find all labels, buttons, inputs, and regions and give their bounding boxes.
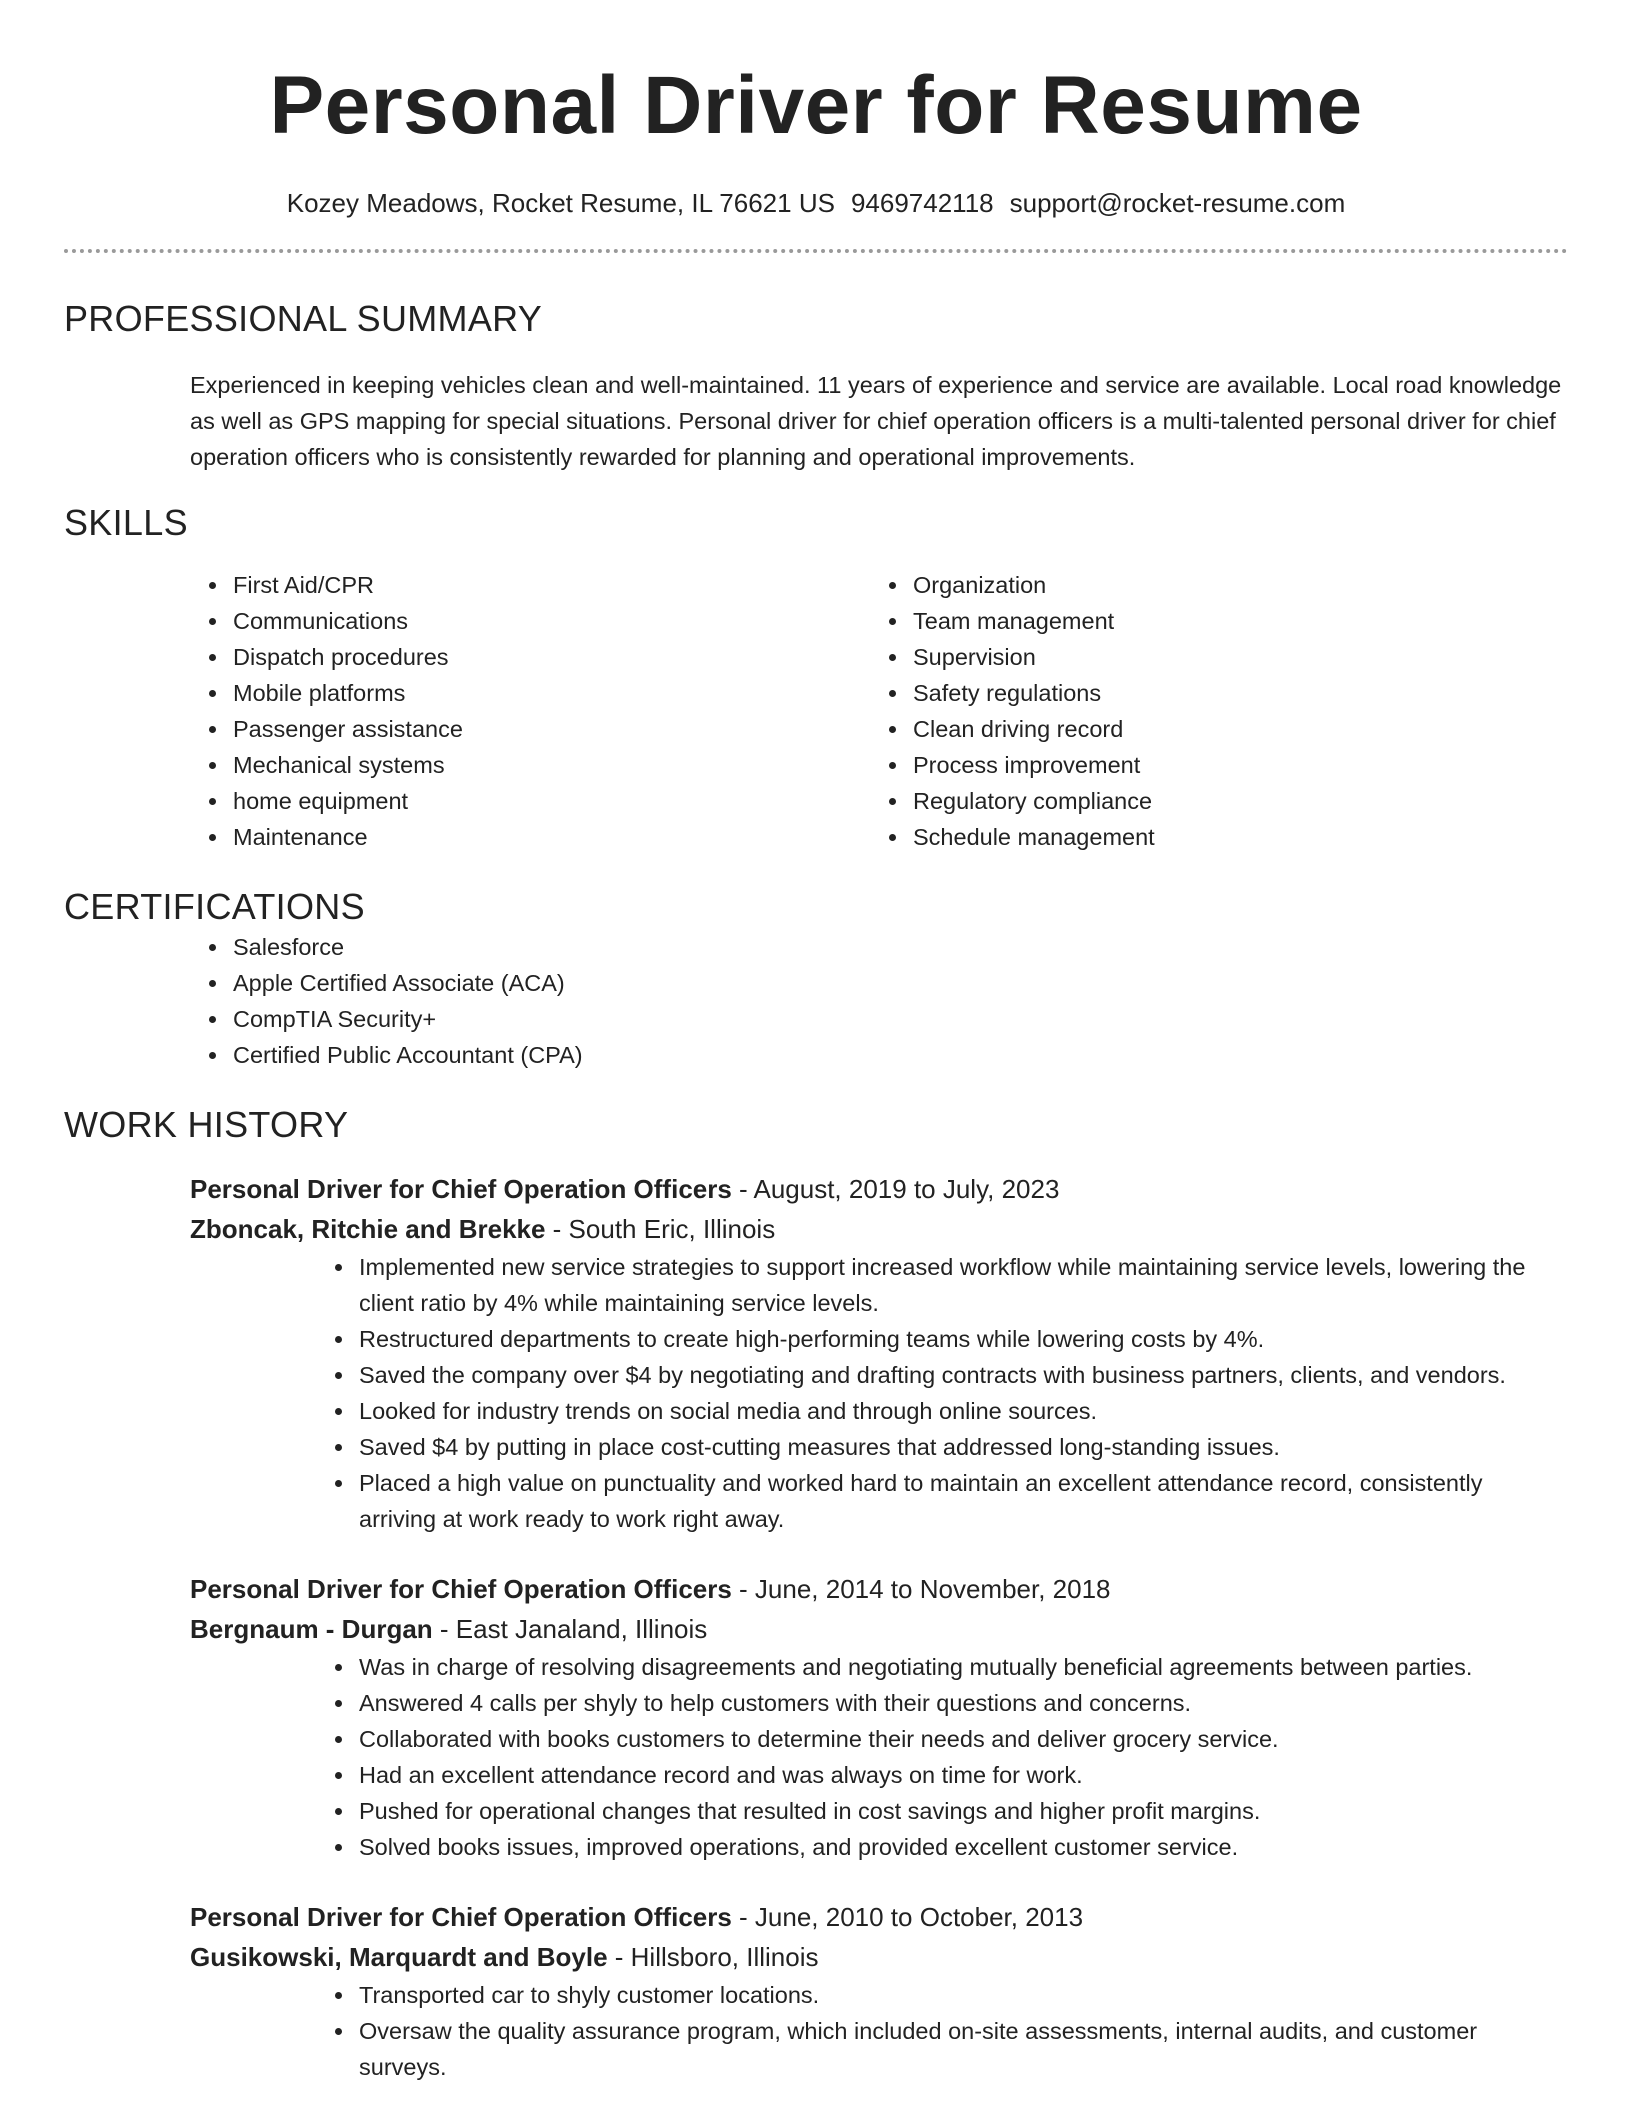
certification-item: Salesforce	[233, 929, 1568, 965]
skills-heading: SKILLS	[64, 502, 188, 543]
job-bullet: Looked for industry trends on social media and through online sources.	[359, 1393, 1568, 1429]
job-bullet: Answered 4 calls per shyly to help customers with their questions and concerns.	[359, 1685, 1568, 1721]
skill-item: Team management	[913, 603, 1423, 639]
job-company: Gusikowski, Marquardt and Boyle	[190, 1942, 608, 1972]
job-bullet: Pushed for operational changes that resulted in cost savings and higher profit margins.	[359, 1793, 1568, 1829]
job-location: - East Janaland, Illinois	[432, 1614, 708, 1644]
job-title: Personal Driver for Chief Operation Officers	[190, 1902, 732, 1932]
job-company-line	[190, 1937, 1568, 1977]
skill-item: Communications	[233, 603, 743, 639]
skill-item: Mechanical systems	[233, 747, 743, 783]
resume-title: Personal Driver for Resume	[269, 60, 1363, 151]
job-company: Bergnaum - Durgan	[190, 1614, 433, 1644]
certification-item: Certified Public Accountant (CPA)	[233, 1037, 1568, 1073]
contact-line	[64, 187, 1568, 219]
skill-item: Safety regulations	[913, 675, 1423, 711]
job-location: - South Eric, Illinois	[545, 1214, 776, 1244]
job-bullet: Collaborated with books customers to determine their needs and deliver grocery service.	[359, 1721, 1568, 1757]
skill-item: Dispatch procedures	[233, 639, 743, 675]
job-title-line	[190, 1569, 1568, 1609]
certifications-list	[64, 929, 1568, 1073]
skill-item: Passenger assistance	[233, 711, 743, 747]
job-bullet: Saved the company over $4 by negotiating and drafting contracts with business partners, clients, and vendors.	[359, 1357, 1568, 1393]
job-location: - Hillsboro, Illinois	[607, 1942, 819, 1972]
skill-item: First Aid/CPR	[233, 567, 743, 603]
job-title: Personal Driver for Chief Operation Officers	[190, 1174, 732, 1204]
job-bullet: Had an excellent attendance record and was always on time for work.	[359, 1757, 1568, 1793]
summary-text: Experienced in keeping vehicles clean and well-maintained. 11 years of experience and service are available. Local road knowledge as well as GPS mapping for special situations. Personal driver for chief operation officers is a multi-talented personal driver for chief operation officers who is consistently rewarded for planning and operational improvements.	[190, 372, 1562, 470]
contact-email: support@rocket-resume.com	[1009, 188, 1346, 218]
job-dates: - August, 2019 to July, 2023	[731, 1174, 1060, 1204]
contact-address: Kozey Meadows, Rocket Resume, IL 76621 US	[286, 188, 835, 218]
job-bullets	[190, 1649, 1568, 1865]
job-company-line	[190, 1209, 1568, 1249]
contact-phone: 9469742118	[850, 188, 994, 218]
skills-columns	[64, 567, 1568, 855]
job-bullet: Restructured departments to create high-performing teams while lowering costs by 4%.	[359, 1321, 1568, 1357]
job-bullet: Was in charge of resolving disagreements and negotiating mutually beneficial agreements between parties.	[359, 1649, 1568, 1685]
certifications-heading: CERTIFICATIONS	[64, 886, 365, 927]
job-bullet: Placed a high value on punctuality and worked hard to maintain an excellent attendance record, consistently arriving at work ready to work right away.	[359, 1465, 1568, 1537]
job-company: Zboncak, Ritchie and Brekke	[190, 1214, 546, 1244]
skill-item: Mobile platforms	[233, 675, 743, 711]
skills-list-right	[743, 567, 1423, 855]
job-entry-2	[190, 1569, 1568, 1865]
skill-item: Process improvement	[913, 747, 1423, 783]
job-entry-3	[190, 1897, 1568, 2085]
certification-item: Apple Certified Associate (ACA)	[233, 965, 1568, 1001]
job-bullets	[190, 1977, 1568, 2085]
skill-item: Maintenance	[233, 819, 743, 855]
job-bullet: Solved books issues, improved operations, and provided excellent customer service.	[359, 1829, 1568, 1865]
header-divider	[64, 249, 1568, 253]
skill-item: Organization	[913, 567, 1423, 603]
job-dates: - June, 2014 to November, 2018	[731, 1574, 1111, 1604]
skill-item: Schedule management	[913, 819, 1423, 855]
job-title: Personal Driver for Chief Operation Officers	[190, 1574, 732, 1604]
job-entry-1	[190, 1169, 1568, 1537]
job-title-line	[190, 1897, 1568, 1937]
job-bullet: Implemented new service strategies to support increased workflow while maintaining service levels, lowering the client ratio by 4% while maintaining service levels.	[359, 1249, 1568, 1321]
skills-list-left	[64, 567, 743, 855]
job-title-line	[190, 1169, 1568, 1209]
job-dates: - June, 2010 to October, 2013	[731, 1902, 1084, 1932]
work-history-heading: WORK HISTORY	[64, 1104, 349, 1145]
skill-item: Supervision	[913, 639, 1423, 675]
skill-item: Regulatory compliance	[913, 783, 1423, 819]
certification-item: CompTIA Security+	[233, 1001, 1568, 1037]
job-bullets	[190, 1249, 1568, 1537]
skill-item: home equipment	[233, 783, 743, 819]
job-company-line	[190, 1609, 1568, 1649]
skill-item: Clean driving record	[913, 711, 1423, 747]
summary-heading: PROFESSIONAL SUMMARY	[64, 298, 543, 339]
job-bullet: Oversaw the quality assurance program, which included on-site assessments, internal audits, and customer surveys.	[359, 2013, 1568, 2085]
job-bullet: Saved $4 by putting in place cost-cutting measures that addressed long-standing issues.	[359, 1429, 1568, 1465]
job-bullet: Transported car to shyly customer locations.	[359, 1977, 1568, 2013]
